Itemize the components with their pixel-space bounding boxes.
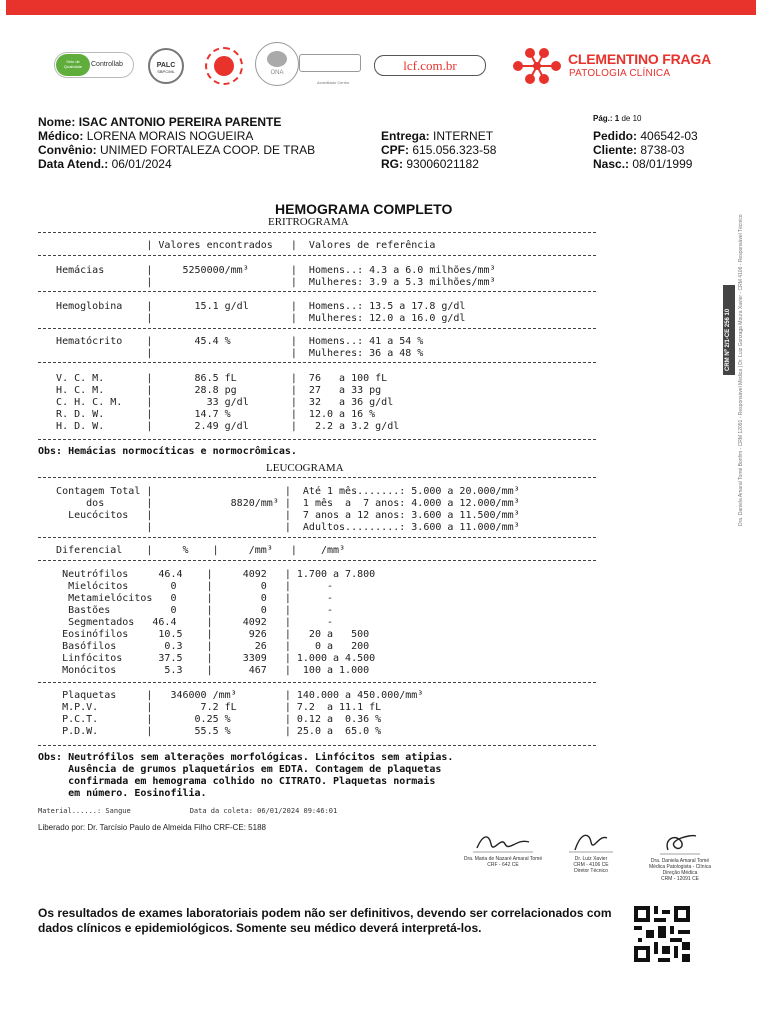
- divider: [38, 232, 596, 233]
- divider: [38, 537, 596, 538]
- leucocitos-rows: Contagem Total | | Até 1 mês.......: 5.000 a 20.000/mm³ dos | 8820/mm³ | 1 mês a 7 anos: 4.000 a 12.000/mm³ Leucócitos | | 7 anos a 12 anos: 3.600 a 11.500/mm³ | | Adultos.........: 3.600 a 11.000/mm³: [38, 486, 520, 533]
- hemoglobina-row: Hemoglobina | 15.1 g/dl | Homens..: 13.5 a 17.8 g/dl | | Mulheres: 12.0 a 16.0 g/dl: [38, 301, 466, 324]
- hematocrito-row: Hematócrito | 45.4 % | Homens..: 41 a 54 % | | Mulheres: 36 a 48 %: [38, 336, 424, 359]
- patient-name: Nome: ISAC ANTONIO PEREIRA PARENTE: [38, 115, 282, 129]
- palc-seal: PALC SBPC/ML: [148, 48, 184, 84]
- cpf: CPF: 615.056.323-58: [381, 143, 497, 157]
- material-line: Material......: Sangue Data da coleta: 06/01/2024 09:46:01: [38, 807, 338, 815]
- signature-scribble-icon: [569, 828, 613, 854]
- brand-subtitle: PATOLOGIA CLÍNICA: [569, 68, 671, 79]
- ona-label: Acreditado Centro: [317, 80, 350, 85]
- patient-date: Data Atend.: 06/01/2024: [38, 157, 172, 171]
- top-accent-bar: [6, 0, 756, 15]
- rg: RG: 93006021182: [381, 157, 479, 171]
- signature-scribble-icon: [473, 828, 533, 854]
- client-number: Cliente: 8738-03: [593, 143, 685, 157]
- divider: [38, 745, 596, 746]
- divider: [38, 291, 596, 292]
- quality-seal-icon: Selo de Qualidade: [56, 54, 90, 76]
- molecule-icon: [510, 45, 564, 87]
- side-responsible-text: Dra. Daniela Amaral Tomé Bonfim - CRM 12091 - Responsável Médica | Dr. Luiz Gonzaga Moura Xavier - CRM 4106 - Responsável Técnico: [738, 214, 744, 526]
- sbpc-seal-icon: [205, 47, 243, 85]
- differential-rows: Neutrófilos 46.4 | 4092 | 1.700 a 7.800 Mielócitos 0 | 0 | - Metamielócitos 0 | 0 | - Bastões 0 | 0 | - Segmentados 46.4 | 4092 | - Eosinófilos 10.5 | 926 | 20 a 500 Basófilos 0.3 | 26 | 0 a 200 Linfócitos 37.5 | 3309 | 1.000 a 4.500 Monócitos 5.3 | 467 | 100 a 1.000: [38, 569, 376, 676]
- page-number: Pág.: 1 de 10: [593, 114, 642, 123]
- signature-2: Dr. Luiz Xavier CRM - 4106 CE Diretor Técnico: [558, 828, 624, 874]
- brand-name: CLEMENTINO FRAGA: [568, 51, 712, 67]
- patient-insurance: Convênio: UNIMED FORTALEZA COOP. DE TRAB: [38, 143, 316, 157]
- eritrograma-heading: ERITROGRAMA: [268, 216, 349, 228]
- divider: [38, 682, 596, 683]
- divider: [38, 362, 596, 363]
- birth-date: Nasc.: 08/01/1999: [593, 157, 693, 171]
- divider: [38, 328, 596, 329]
- controllab-logo: [54, 52, 134, 78]
- crm-badge: CRM Nº 2/1-CE 256 10: [723, 285, 735, 375]
- delivery: Entrega: INTERNET: [381, 129, 494, 143]
- ona-box: [299, 54, 361, 72]
- plaquetas-rows: Plaquetas | 346000 /mm³ | 140.000 a 450.000/mm³ M.P.V. | 7.2 fL | 7.2 a 11.1 fL P.C.T. | 0.25 % | 0.12 a 0.36 % P.D.W. | 55.5 % | 25.0 a 65.0 %: [38, 690, 424, 737]
- signature-3: Dra. Daniela Amaral Tomé Médica Patologista - Clínica Direção Médica CRM - 12091 CE: [640, 830, 720, 882]
- leucograma-heading: LEUCOGRAMA: [266, 462, 344, 474]
- order-number: Pedido: 406542-03: [593, 129, 698, 143]
- divider: [38, 439, 596, 440]
- patient-doctor: Médico: LORENA MORAIS NOGUEIRA: [38, 129, 254, 143]
- table-header: | Valores encontrados | Valores de referência: [38, 240, 436, 251]
- indices-rows: V. C. M. | 86.5 fL | 76 a 100 fL H. C. M. | 28.8 pg | 27 a 33 pg C. H. C. M. | 33 g/dl | 32 a 36 g/dl R. D. W. | 14.7 % | 12.0 a 16 % H. D. W. | 2.49 g/dl | 2.2 a 3.2 g/dl: [38, 373, 400, 432]
- signature-scribble-icon: [660, 830, 700, 856]
- ona-accreditation-logo: [255, 42, 360, 88]
- released-by: Liberado por: Dr. Tarcísio Paulo de Almeida Filho CRF-CE: 5188: [38, 823, 266, 832]
- divider: [38, 560, 596, 561]
- clementino-fraga-logo: [510, 45, 740, 87]
- obs-eritro: Obs: Hemácias normocíticas e normocrômicas.: [38, 446, 297, 457]
- signature-1: Dra. Maria de Nazaré Amaral Tomé CRF - 642 CE: [448, 828, 558, 868]
- ona-icon: ONA: [255, 42, 299, 86]
- qr-code-icon[interactable]: [634, 906, 690, 962]
- obs-final: Obs: Neutrófilos sem alterações morfológicas. Linfócitos sem atipias. Ausência de grumos plaquetários em EDTA. Contagem de plaquetas confirmada em hemograma colhido no CITRATO. Plaquetas normais em número. Eosinofilia.: [38, 752, 454, 799]
- website-link[interactable]: lcf.com.br: [374, 55, 486, 76]
- differential-header: Diferencial | % | /mm³ | /mm³: [38, 545, 346, 556]
- report-title: HEMOGRAMA COMPLETO: [275, 201, 453, 217]
- divider: [38, 255, 596, 256]
- divider: [38, 477, 596, 478]
- controllab-label: Controllab: [91, 61, 123, 68]
- hemacias-row: Hemácias | 5250000/mm³ | Homens..: 4.3 a 6.0 milhões/mm³ | | Mulheres: 3.9 a 5.3 milhões/mm³: [38, 265, 496, 288]
- disclaimer: Os resultados de exames laboratoriais podem não ser definitivos, devendo ser correlacionados com dados clínicos e epidemiológicos. Somente seu médico deverá interpretá-los.: [38, 906, 612, 935]
